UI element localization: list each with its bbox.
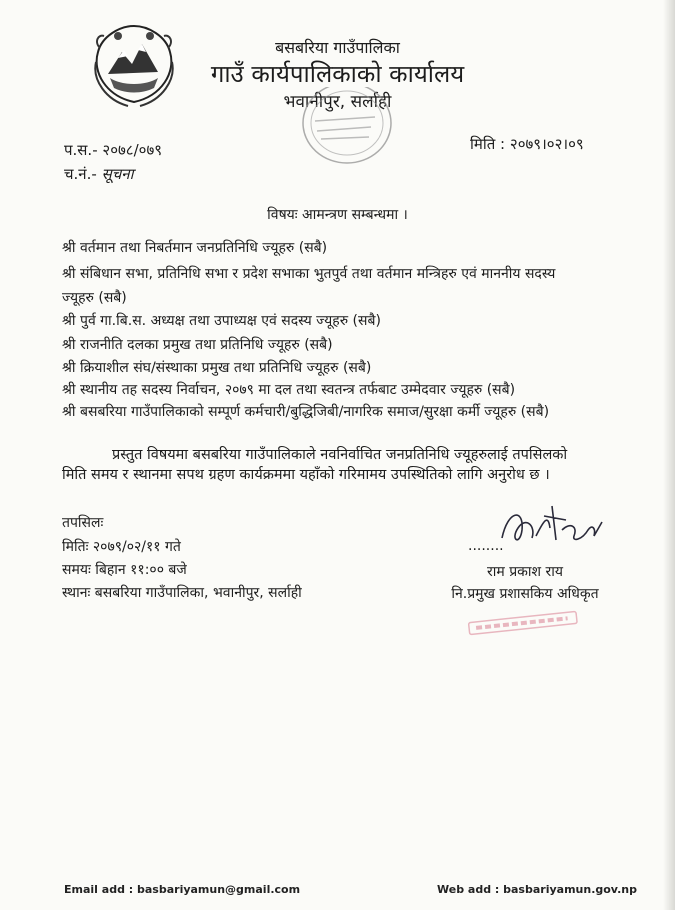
office-address: भवानीपुर, सर्लाही <box>283 92 392 112</box>
body-paragraph-line-2: मिति समय र स्थानमा सपथ ग्रहण कार्यक्रममा यहाँको गरिमामय उपस्थितिको लागि अनुरोध छ । <box>62 467 550 483</box>
reference-value: २०७८/०७९ <box>102 141 163 159</box>
reference-label: प.स.- <box>64 141 98 159</box>
schedule-place: स्थानः बसबरिया गाउँपालिका, भवानीपुर, सर्लाही <box>62 585 302 601</box>
recipient-line: श्री स्थानीय तह सदस्य निर्वाचन, २०७९ मा दल तथा स्वतन्त्र तर्फबाट उम्मेदवार ज्यूहरु (सबै) <box>62 382 516 398</box>
page-edge-shadow <box>663 0 675 910</box>
office-seal <box>285 87 405 167</box>
signatory-name: राम प्रकाश राय <box>487 564 563 580</box>
signatory-title: नि.प्रमुख प्रशासकिय अधिकृत <box>451 586 599 602</box>
organization-name: बसबरिया गाउँपालिका <box>275 38 400 57</box>
date-label: मिति : <box>470 135 506 153</box>
schedule-date: मितिः २०७९/०२/११ गते <box>62 539 181 555</box>
subject-line: विषयः आमन्त्रण सम्बन्धमा । <box>267 207 408 223</box>
body-paragraph-line-1: प्रस्तुत विषयमा बसबरिया गाउँपालिकाले नवनिर्वाचित जनप्रतिनिधि ज्यूहरुलाई तपसिलको <box>112 447 568 463</box>
recipient-line: श्री राजनीति दलका प्रमुख तथा प्रतिनिधि ज्यूहरु (सबै) <box>62 337 333 353</box>
faded-stamp <box>467 609 578 639</box>
recipient-line: श्री वर्तमान तथा निबर्तमान जनप्रतिनिधि ज्यूहरु (सबै) <box>62 240 328 256</box>
issue-date <box>470 134 584 154</box>
recipient-line: श्री क्रियाशील संघ/संस्थाका प्रमुख तथा प्रतिनिधि ज्यूहरु (सबै) <box>62 360 372 376</box>
footer-website: Web add : basbariyamun.gov.np <box>437 883 637 896</box>
recipient-line: श्री पुर्व गा.बि.स. अध्यक्ष तथा उपाध्यक्ष एवं सदस्य ज्यूहरु (सबै) <box>62 313 381 329</box>
office-name: गाउँ कार्यपालिकाको कार्यालय <box>210 60 465 88</box>
footer-email: Email add : basbariyamun@gmail.com <box>64 883 301 896</box>
date-value: २०७९।०२।०९ <box>509 135 584 153</box>
signature-dots: ........ <box>468 538 504 554</box>
recipient-line: श्री संबिधान सभा, प्रतिनिधि सभा र प्रदेश सभाका भुतपुर्व तथा वर्तमान मन्त्रिहरु एवं माननीय सदस्य <box>62 266 556 282</box>
dispatch-value: सूचना <box>101 165 134 183</box>
dispatch-label: च.नं.- <box>64 165 97 183</box>
schedule-heading: तपसिलः <box>62 515 104 531</box>
schedule-time: समयः बिहान ११:०० बजे <box>62 562 187 578</box>
reference-number <box>64 140 162 160</box>
recipient-line: ज्यूहरु (सबै) <box>62 290 127 306</box>
recipient-line: श्री बसबरिया गाउँपालिकाको सम्पूर्ण कर्मचारी/बुद्धिजिबी/नागरिक समाज/सुरक्षा कर्मी ज्यूहरु (सबै) <box>62 404 550 420</box>
dispatch-number <box>64 164 133 184</box>
